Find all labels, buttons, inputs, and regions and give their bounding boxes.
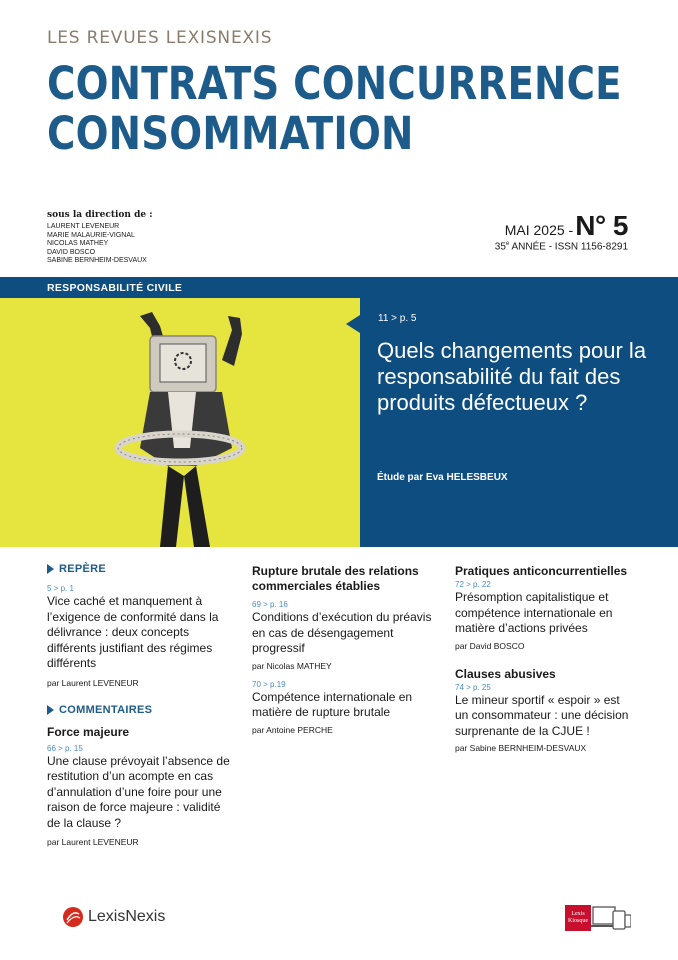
feature-title[interactable]: Quels changements pour la responsabilité du fait des produits défectueux ? (377, 338, 647, 415)
article-author: par David BOSCO (455, 640, 525, 651)
year-number: 35 (494, 241, 506, 253)
journal-title-line2: CONSOMMATION (47, 107, 414, 160)
article-author: par Antoine PERCHE (252, 724, 333, 735)
kiosque-line1: Lexis (571, 911, 585, 917)
section-heading-commentaires (47, 704, 237, 716)
person-with-computer-head-illustration (0, 298, 360, 547)
category-heading: Clauses abusives (455, 666, 556, 681)
article-title[interactable]: Conditions d’exécution du préavis en cas de désengagement progressif (252, 610, 432, 655)
director-name: DAVID BOSCO (47, 248, 96, 256)
article-author: par Nicolas MATHEY (252, 660, 332, 671)
year-suffix: e (505, 241, 510, 247)
column-2 (252, 564, 432, 735)
column-3 (455, 564, 635, 753)
logo-text: LexisNexis (88, 908, 166, 925)
article-page-ref[interactable]: 69 > p. 16 (252, 600, 288, 609)
director-name: SABINE BERNHEIM-DESVAUX (47, 257, 147, 265)
triangle-icon (47, 564, 54, 574)
issue-number: N° 5 (575, 210, 628, 241)
section-heading-repere (47, 563, 237, 575)
article-title[interactable]: Vice caché et manquement à l’exigence de conformité dans la délivrance : deux concepts différents justifiant des régimes différents (47, 594, 219, 670)
article-page-ref[interactable]: 70 > p.19 (252, 679, 286, 689)
article-page-ref[interactable]: 72 > p. 22 (455, 580, 491, 589)
section-heading-label: REPÈRE (59, 563, 107, 575)
kiosque-logo (565, 905, 591, 931)
triangle-icon (47, 705, 54, 715)
issn: ANNÉE - ISSN 1156-8291 (509, 241, 628, 253)
series-label: LES REVUES LEXISNEXIS (47, 28, 273, 48)
article-author: par Laurent LEVENEUR (47, 837, 139, 847)
direction-list (47, 223, 147, 266)
lexis-kiosque-badge (565, 905, 631, 931)
article-title[interactable]: Une clause prévoyait l’absence de restitution d’un acompte en cas d’annulation d’une foire pour une raison de force majeure : validité de la clause ? (47, 753, 230, 830)
issue-info (495, 241, 628, 252)
article-title[interactable]: Compétence internationale en matière de rupture brutale (252, 689, 413, 719)
lexisnexis-emblem-icon (62, 906, 84, 928)
kiosque-line2: Kiosque (568, 918, 588, 924)
article-title[interactable]: Présomption capitalistique et compétence internationale en matière d’actions privées (455, 590, 613, 635)
director-name: NICOLAS MATHEY (47, 240, 109, 248)
section-label: RESPONSABILITÉ CIVILE (47, 282, 183, 294)
article-author: par Laurent LEVENEUR (47, 677, 139, 688)
issue-date: MAI 2025 - (504, 222, 574, 238)
article-author: par Sabine BERNHEIM-DESVAUX (455, 743, 587, 753)
issue-line (505, 210, 628, 242)
lexisnexis-logo (62, 906, 165, 928)
director-name: MARIE MALAURIE-VIGNAL (47, 231, 135, 239)
journal-title-line1: CONTRATS CONCURRENCE (47, 57, 622, 110)
panel-pointer (346, 315, 360, 333)
feature-author: Étude par Eva HELESBEUX (377, 472, 508, 483)
devices-icon (591, 905, 631, 931)
category-heading: Rupture brutale des relations commerciales établies (252, 564, 419, 593)
director-name: LAURENT LEVENEUR (47, 223, 120, 230)
direction-label: sous la direction de : (47, 210, 153, 220)
article-page-ref[interactable]: 66 > p. 15 (47, 743, 83, 753)
feature-illustration (0, 298, 360, 547)
category-heading: Pratiques anticoncurrentielles (455, 564, 628, 578)
section-heading-label: COMMENTAIRES (59, 703, 153, 716)
article-title[interactable]: Le mineur sportif « espoir » est un consommateur : une décision surprenante de la CJUE ! (455, 692, 629, 738)
article-page-ref[interactable]: 5 > p. 1 (47, 584, 74, 593)
feature-page-ref[interactable]: 11 > p. 5 (378, 313, 417, 324)
article-page-ref[interactable]: 74 > p. 25 (455, 682, 491, 692)
category-heading: Force majeure (47, 724, 130, 739)
column-1 (47, 563, 237, 847)
